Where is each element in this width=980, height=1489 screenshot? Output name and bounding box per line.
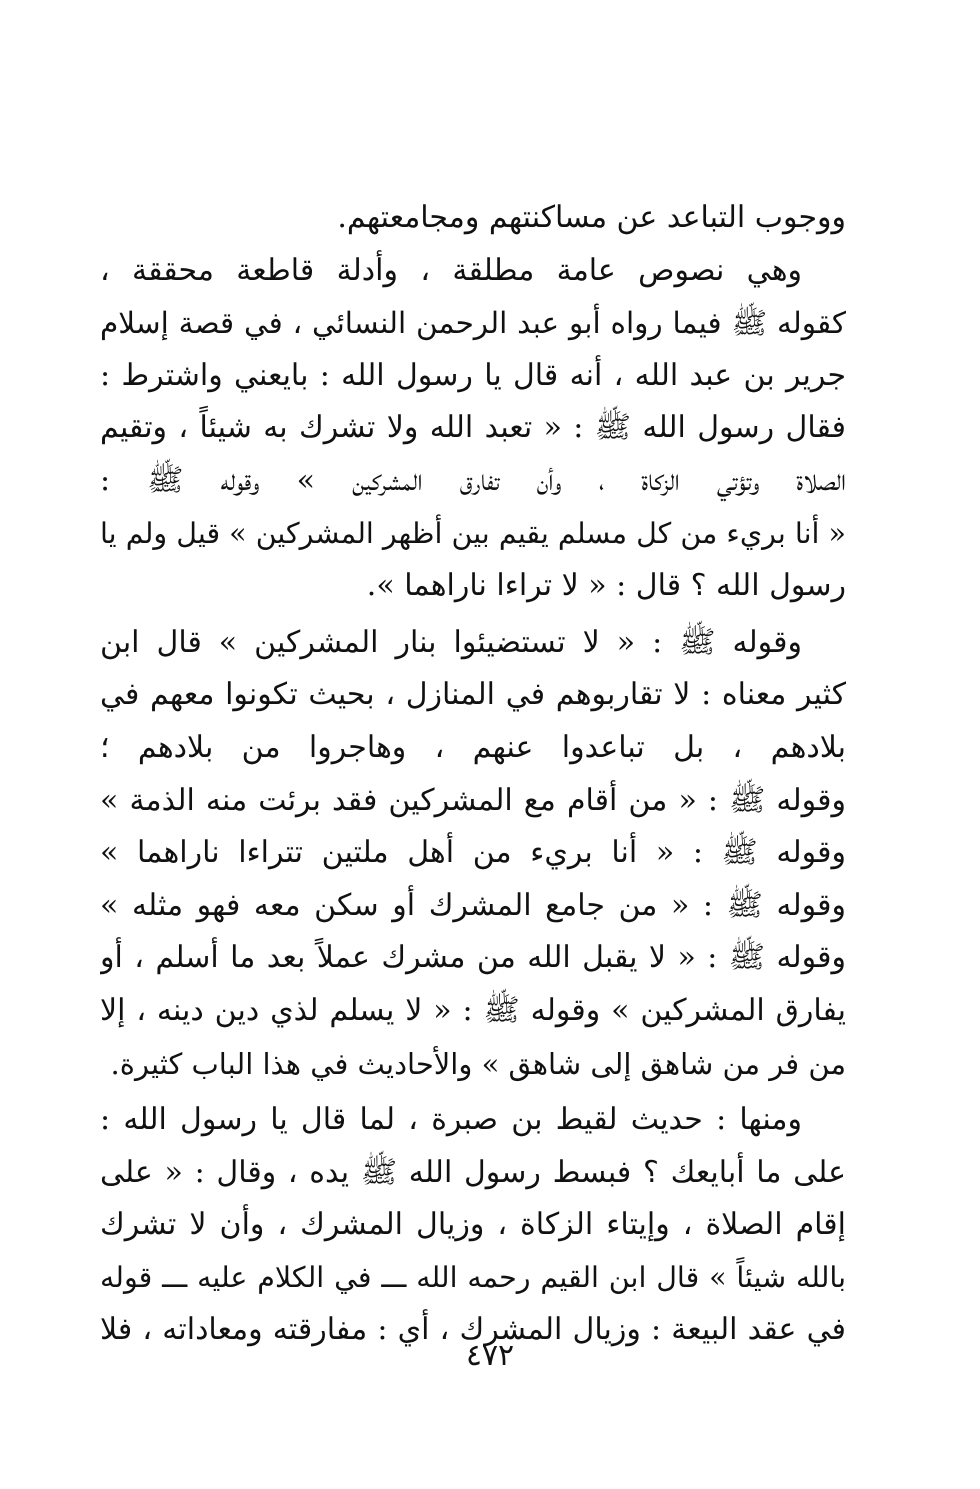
text-line-12: وقوله ﷺ : « من أقام مع المشركين فقد برئت منه الذمة » bbox=[100, 782, 846, 818]
text-line-15: وقوله ﷺ : « لا يقبل الله من مشرك عملاً بعد ما أسلم ، أو bbox=[100, 940, 846, 976]
text-line-10: كثير معناه : لا تقاربوهم في المنازل ، بحيث تكونوا معهم في bbox=[100, 677, 846, 713]
text-line-8: رسول الله ؟ قال : « لا تراءا ناراهما ». bbox=[366, 568, 846, 604]
text-line-1: ووجوب التباعد عن مساكنتهم ومجامعتهم. bbox=[337, 200, 846, 235]
text-line-5: فقال رسول الله ﷺ : « تعبد الله ولا تشرك به شيئاً ، وتقيم bbox=[100, 410, 846, 446]
text-line-22: في عقد البيعة : وزيال المشرك ، أي : مفارقته ومعاداته ، فلا bbox=[100, 1312, 846, 1348]
text-line-3: كقوله ﷺ فيما رواه أبو عبد الرحمن النسائي ، في قصة إسلام bbox=[100, 306, 846, 341]
page-number: ٤٧٢ bbox=[465, 1338, 515, 1373]
text-line-21: بالله شيئاً » قال ابن القيم رحمه الله ـــ في الكلام عليه ـــ قوله bbox=[100, 1260, 846, 1294]
text-line-20: إقام الصلاة ، وإيتاء الزكاة ، وزيال المشرك ، وأن لا تشرك bbox=[100, 1207, 846, 1243]
text-line-2: وهي نصوص عامة مطلقة ، وأدلة قاطعة محققة ، bbox=[100, 252, 802, 288]
text-line-9: وقوله ﷺ : « لا تستضيئوا بنار المشركين » قال ابن bbox=[100, 624, 802, 660]
text-line-6: الصلاة وتؤتي الزكاة ، وأن تفارق المشركين » وقوله ﷺ : bbox=[100, 462, 846, 498]
text-line-13: وقوله ﷺ : « أنا بريء من أهل ملتين تتراءا ناراهما » bbox=[100, 835, 846, 871]
text-line-19: على ما أبايعك ؟ فبسط رسول الله ﷺ يده ، وقال : « على bbox=[100, 1154, 846, 1190]
text-line-18: ومنها : حديث لقيط بن صبرة ، لما قال يا رسول الله : bbox=[100, 1102, 802, 1138]
text-line-17: من فر من شاهق إلى شاهق » والأحاديث في هذا الباب كثيرة. bbox=[110, 1046, 846, 1081]
text-line-14: وقوله ﷺ : « من جامع المشرك أو سكن معه فهو مثله » bbox=[100, 887, 846, 923]
text-line-11: بلادهم ، بل تباعدوا عنهم ، وهاجروا من بلادهم ؛ bbox=[100, 729, 846, 765]
text-line-4: جرير بن عبد الله ، أنه قال يا رسول الله : بايعني واشترط : bbox=[100, 357, 846, 393]
text-line-16: يفارق المشركين » وقوله ﷺ : « لا يسلم لذي دين دينه ، إلا bbox=[100, 992, 846, 1028]
text-line-7: « أنا بريء من كل مسلم يقيم بين أظهر المشركين » قيل ولم يا bbox=[100, 516, 846, 550]
body-text bbox=[100, 192, 846, 1357]
